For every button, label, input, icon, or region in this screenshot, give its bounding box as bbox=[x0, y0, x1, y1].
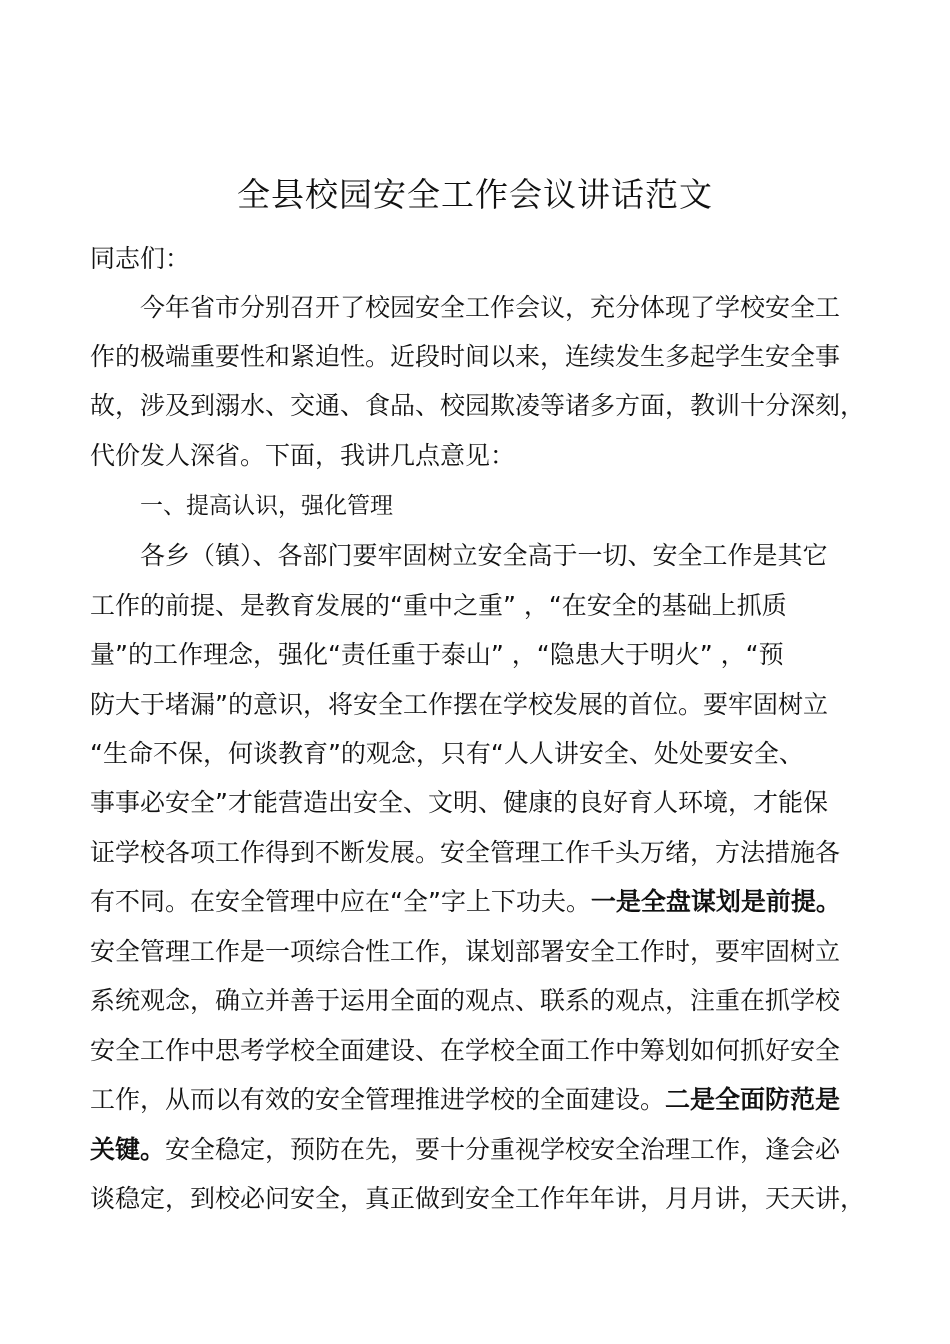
paragraph-line: 系统观念，确立并善于运用全面的观点、联系的观点，注重在抓学校 bbox=[90, 986, 841, 1015]
document-title: 全县校园安全工作会议讲话范文 bbox=[237, 175, 713, 214]
paragraph-line: 代价发人深省。下面，我讲几点意见： bbox=[90, 441, 516, 470]
section-heading: 一、提高认识，强化管理 bbox=[140, 493, 393, 519]
salutation: 同志们： bbox=[90, 244, 191, 273]
paragraph-line: 谈稳定，到校必问安全，真正做到安全工作年年讲，月月讲，天天讲， bbox=[90, 1184, 866, 1213]
paragraph-line: 作的极端重要性和紧迫性。近段时间以来，连续发生多起学生安全事 bbox=[90, 342, 841, 371]
paragraph-line: “生命不保，何谈教育”的观念，只有“人人讲安全、处处要安全、 bbox=[90, 739, 804, 768]
paragraph-line: 各乡（镇）、各部门要牢固树立安全高于一切、安全工作是其它 bbox=[140, 541, 828, 570]
paragraph-line bbox=[90, 1133, 870, 1167]
paragraph-line: 今年省市分别召开了校园安全工作会议，充分体现了学校安全工 bbox=[140, 293, 841, 322]
paragraph-line bbox=[90, 1083, 870, 1117]
paragraph-line: 故，涉及到溺水、交通、食品、校园欺凌等诸多方面，教训十分深刻， bbox=[90, 391, 866, 420]
paragraph-line bbox=[90, 885, 870, 919]
paragraph-line: 安全工作中思考学校全面建设、在学校全面工作中筹划如何抓好安全 bbox=[90, 1036, 841, 1065]
paragraph-text: 有不同。在安全管理中应在“全”字上下功夫。 bbox=[90, 887, 591, 916]
paragraph-line: 量”的工作理念，强化“责任重于泰山” ，“隐患大于明火” ，“预 bbox=[90, 640, 784, 669]
paragraph-text: 安全稳定，预防在先，要十分重视学校安全治理工作，逢会必 bbox=[165, 1135, 841, 1164]
bold-emphasis: 关键。 bbox=[90, 1135, 166, 1164]
bold-emphasis: 二是全面防范是 bbox=[665, 1085, 841, 1114]
paragraph-line: 证学校各项工作得到不断发展。安全管理工作千头万绪，方法措施各 bbox=[90, 838, 841, 867]
paragraph-text: 工作，从而以有效的安全管理推进学校的全面建设。 bbox=[90, 1085, 666, 1114]
paragraph-line: 工作的前提、是教育发展的“重中之重” ，“在安全的基础上抓质 bbox=[90, 591, 787, 620]
bold-emphasis: 一是全盘谋划是前提。 bbox=[590, 887, 841, 916]
paragraph-line: 防大于堵漏”的意识，将安全工作摆在学校发展的首位。要牢固树立 bbox=[90, 690, 828, 719]
paragraph-line: 事事必安全”才能营造出安全、文明、健康的良好育人环境，才能保 bbox=[90, 788, 828, 817]
paragraph-line: 安全管理工作是一项综合性工作，谋划部署安全工作时，要牢固树立 bbox=[90, 937, 841, 966]
